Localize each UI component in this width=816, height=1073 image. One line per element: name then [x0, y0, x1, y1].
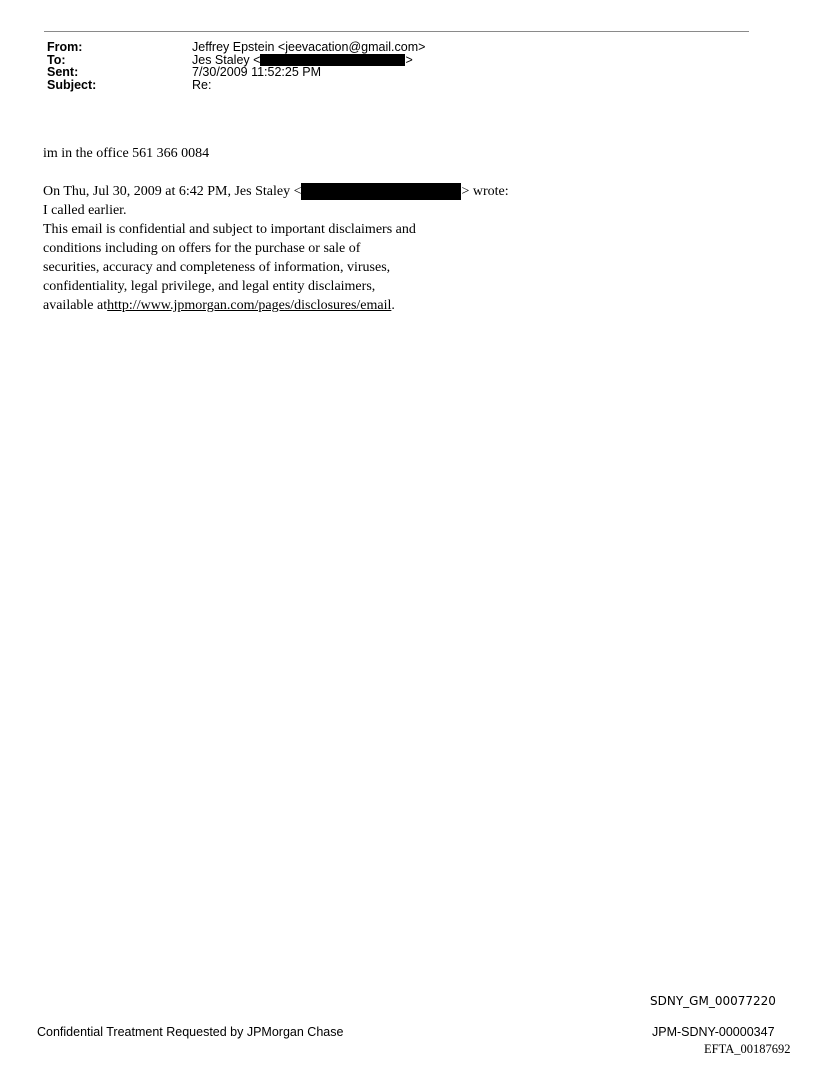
disclosure-prefix: available at: [43, 298, 108, 313]
reply-text: [43, 144, 209, 163]
quoted-line: confidentiality, legal privilege, and legal entity disclaimers,: [43, 279, 376, 294]
sent-row: [47, 66, 425, 79]
from-value: Jeffrey Epstein <jeevacation@gmail.com>: [192, 40, 426, 54]
to-label: To:: [47, 52, 66, 67]
subject-value: Re:: [192, 77, 212, 92]
sent-value: 7/30/2009 11:52:25 PM: [192, 65, 322, 79]
bates-efta: EFTA_00187692: [704, 1042, 791, 1056]
bates-sdny-gm: SDNY_GM_00077220: [650, 994, 776, 1008]
quoted-line: This email is confidential and subject to important disclaimers and: [43, 222, 416, 237]
from-label: From:: [47, 40, 83, 54]
quoted-message: [43, 182, 509, 315]
quoted-line: securities, accuracy and completeness of information, viruses,: [43, 260, 391, 275]
disclosure-link[interactable]: http://www.jpmorgan.com/pages/disclosures/email: [107, 298, 392, 313]
sent-label: Sent:: [47, 65, 79, 79]
to-close-bracket: >: [405, 52, 413, 67]
disclosure-suffix: .: [391, 298, 395, 313]
bates-jpm: JPM-SDNY-00000347: [652, 1025, 775, 1039]
email-header: [47, 41, 425, 91]
subject-row: [47, 79, 425, 92]
quote-intro-prefix: On Thu, Jul 30, 2009 at 6:42 PM, Jes Staley <: [43, 184, 302, 199]
header-divider: [44, 31, 749, 32]
redaction-to-email: [260, 54, 405, 66]
quoted-line: conditions including on offers for the purchase or sale of: [43, 241, 361, 256]
quote-intro-suffix: > wrote:: [461, 184, 509, 199]
subject-label: Subject:: [47, 77, 97, 92]
reply-line: im in the office 561 366 0084: [43, 146, 210, 161]
disclosure-line: [43, 296, 509, 315]
quote-intro: [43, 182, 509, 201]
quoted-line: I called earlier.: [43, 203, 127, 218]
from-row: [47, 41, 425, 54]
redaction-quote-email: [301, 183, 461, 200]
to-name: Jes Staley <: [192, 52, 261, 67]
confidential-notice: Confidential Treatment Requested by JPMorgan Chase: [37, 1025, 344, 1039]
